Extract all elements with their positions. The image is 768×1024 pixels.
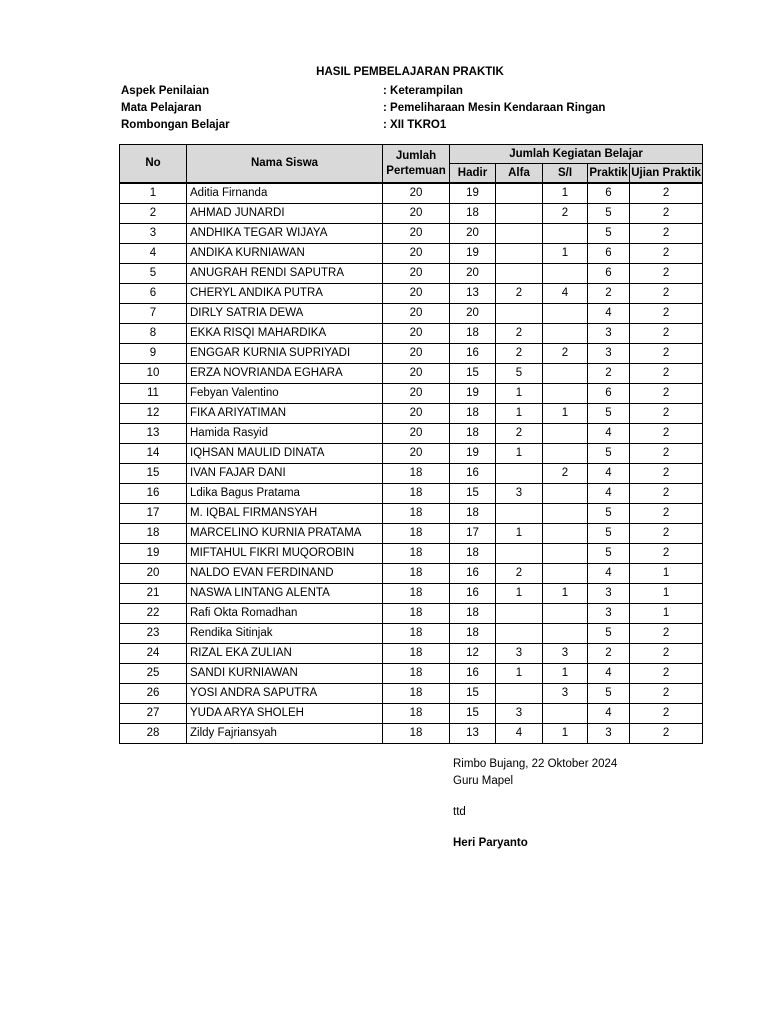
cell-praktik: 4 [588, 564, 630, 584]
meta-row-mapel [121, 100, 721, 117]
cell-praktik: 5 [588, 204, 630, 224]
cell-ujian-praktik: 2 [630, 204, 703, 224]
cell-nama: EKKA RISQI MAHARDIKA [187, 324, 383, 344]
cell-no: 24 [120, 644, 187, 664]
cell-nama: ANDHIKA TEGAR WIJAYA [187, 224, 383, 244]
cell-no: 17 [120, 504, 187, 524]
document-title: HASIL PEMBELAJARAN PRAKTIK [316, 66, 504, 78]
cell-pertemuan: 20 [383, 404, 450, 424]
cell-praktik: 5 [588, 444, 630, 464]
cell-ujian-praktik: 2 [630, 644, 703, 664]
cell-hadir: 17 [450, 524, 496, 544]
cell-hadir: 16 [450, 564, 496, 584]
cell-praktik: 2 [588, 364, 630, 384]
cell-pertemuan: 20 [383, 324, 450, 344]
cell-no: 13 [120, 424, 187, 444]
cell-alfa: 1 [496, 664, 543, 684]
cell-ujian-praktik: 1 [630, 584, 703, 604]
cell-no: 26 [120, 684, 187, 704]
table-row [120, 444, 703, 464]
cell-nama: MARCELINO KURNIA PRATAMA [187, 524, 383, 544]
cell-nama: YUDA ARYA SHOLEH [187, 704, 383, 724]
cell-nama: Zildy Fajriansyah [187, 724, 383, 744]
cell-nama: Rendika Sitinjak [187, 624, 383, 644]
meta-value: : XII TKRO1 [383, 119, 447, 131]
cell-no: 22 [120, 604, 187, 624]
cell-pertemuan: 18 [383, 484, 450, 504]
cell-no: 7 [120, 304, 187, 324]
cell-alfa: 2 [496, 324, 543, 344]
table-row [120, 604, 703, 624]
cell-hadir: 18 [450, 204, 496, 224]
cell-alfa [496, 244, 543, 264]
cell-alfa: 1 [496, 384, 543, 404]
table-row [120, 284, 703, 304]
cell-praktik: 5 [588, 224, 630, 244]
header-jumlah-pertemuan [383, 145, 450, 184]
cell-praktik: 4 [588, 664, 630, 684]
cell-praktik: 2 [588, 644, 630, 664]
cell-si [543, 704, 588, 724]
cell-alfa: 2 [496, 424, 543, 444]
cell-ujian-praktik: 2 [630, 304, 703, 324]
table-row [120, 244, 703, 264]
cell-no: 19 [120, 544, 187, 564]
cell-pertemuan: 20 [383, 183, 450, 204]
cell-nama: AHMAD JUNARDI [187, 204, 383, 224]
cell-no: 23 [120, 624, 187, 644]
cell-praktik: 3 [588, 724, 630, 744]
table-row [120, 224, 703, 244]
cell-no: 9 [120, 344, 187, 364]
cell-praktik: 6 [588, 183, 630, 204]
cell-pertemuan: 20 [383, 384, 450, 404]
cell-si [543, 544, 588, 564]
cell-ujian-praktik: 2 [630, 284, 703, 304]
cell-no: 8 [120, 324, 187, 344]
cell-hadir: 20 [450, 224, 496, 244]
grades-table [119, 144, 703, 744]
cell-si: 2 [543, 204, 588, 224]
cell-praktik: 5 [588, 404, 630, 424]
cell-no: 25 [120, 664, 187, 684]
cell-hadir: 16 [450, 464, 496, 484]
cell-praktik: 3 [588, 324, 630, 344]
cell-pertemuan: 18 [383, 624, 450, 644]
cell-praktik: 5 [588, 504, 630, 524]
cell-nama: Aditia Firnanda [187, 183, 383, 204]
cell-no: 11 [120, 384, 187, 404]
cell-ujian-praktik: 2 [630, 424, 703, 444]
cell-hadir: 18 [450, 324, 496, 344]
cell-alfa [496, 464, 543, 484]
cell-ujian-praktik: 2 [630, 664, 703, 684]
table-row [120, 724, 703, 744]
cell-pertemuan: 18 [383, 504, 450, 524]
cell-no: 14 [120, 444, 187, 464]
cell-hadir: 20 [450, 264, 496, 284]
signature-ttd: ttd [453, 806, 466, 818]
cell-alfa: 1 [496, 584, 543, 604]
cell-alfa [496, 204, 543, 224]
cell-hadir: 15 [450, 704, 496, 724]
cell-alfa: 2 [496, 284, 543, 304]
header-no: No [120, 145, 187, 184]
header-hadir: Hadir [450, 164, 496, 184]
cell-nama: IVAN FAJAR DANI [187, 464, 383, 484]
cell-pertemuan: 20 [383, 244, 450, 264]
cell-hadir: 16 [450, 584, 496, 604]
cell-pertemuan: 20 [383, 424, 450, 444]
cell-pertemuan: 18 [383, 604, 450, 624]
cell-praktik: 6 [588, 384, 630, 404]
cell-nama: RIZAL EKA ZULIAN [187, 644, 383, 664]
cell-pertemuan: 18 [383, 704, 450, 724]
cell-ujian-praktik: 2 [630, 324, 703, 344]
cell-si [543, 604, 588, 624]
cell-no: 6 [120, 284, 187, 304]
cell-pertemuan: 18 [383, 564, 450, 584]
cell-ujian-praktik: 2 [630, 544, 703, 564]
cell-si: 1 [543, 183, 588, 204]
cell-ujian-praktik: 2 [630, 224, 703, 244]
cell-si [543, 384, 588, 404]
cell-ujian-praktik: 2 [630, 484, 703, 504]
cell-ujian-praktik: 2 [630, 384, 703, 404]
table-row [120, 544, 703, 564]
header-nama-siswa: Nama Siswa [187, 145, 383, 184]
cell-si: 1 [543, 664, 588, 684]
cell-hadir: 16 [450, 344, 496, 364]
cell-nama: ENGGAR KURNIA SUPRIYADI [187, 344, 383, 364]
cell-si [543, 624, 588, 644]
cell-praktik: 4 [588, 424, 630, 444]
cell-hadir: 12 [450, 644, 496, 664]
signature-place-date: Rimbo Bujang, 22 Oktober 2024 [453, 758, 618, 770]
cell-si [543, 224, 588, 244]
cell-pertemuan: 18 [383, 544, 450, 564]
cell-hadir: 19 [450, 244, 496, 264]
cell-hadir: 18 [450, 424, 496, 444]
table-row [120, 524, 703, 544]
cell-ujian-praktik: 2 [630, 444, 703, 464]
cell-nama: DIRLY SATRIA DEWA [187, 304, 383, 324]
cell-ujian-praktik: 2 [630, 624, 703, 644]
header-jumlah-line2: Pertemuan [386, 164, 446, 177]
meta-value: : Pemeliharaan Mesin Kendaraan Ringan [383, 102, 606, 114]
cell-no: 10 [120, 364, 187, 384]
table-row [120, 324, 703, 344]
cell-si [543, 484, 588, 504]
table-row [120, 664, 703, 684]
cell-alfa: 4 [496, 724, 543, 744]
cell-no: 3 [120, 224, 187, 244]
cell-praktik: 3 [588, 344, 630, 364]
cell-si: 1 [543, 404, 588, 424]
cell-si [543, 264, 588, 284]
table-row [120, 504, 703, 524]
table-row [120, 644, 703, 664]
table-row [120, 624, 703, 644]
cell-pertemuan: 20 [383, 364, 450, 384]
cell-alfa [496, 504, 543, 524]
cell-alfa [496, 264, 543, 284]
cell-pertemuan: 18 [383, 664, 450, 684]
cell-si: 1 [543, 244, 588, 264]
document-meta [121, 83, 721, 134]
signature-block [453, 756, 617, 852]
cell-nama: Febyan Valentino [187, 384, 383, 404]
cell-nama: M. IQBAL FIRMANSYAH [187, 504, 383, 524]
cell-ujian-praktik: 2 [630, 404, 703, 424]
cell-hadir: 15 [450, 684, 496, 704]
table-row [120, 564, 703, 584]
cell-pertemuan: 18 [383, 584, 450, 604]
cell-pertemuan: 20 [383, 444, 450, 464]
cell-no: 1 [120, 183, 187, 204]
cell-ujian-praktik: 2 [630, 244, 703, 264]
cell-pertemuan: 20 [383, 204, 450, 224]
table-row [120, 704, 703, 724]
cell-no: 28 [120, 724, 187, 744]
cell-hadir: 19 [450, 183, 496, 204]
table-row [120, 424, 703, 444]
cell-alfa: 1 [496, 444, 543, 464]
cell-no: 18 [120, 524, 187, 544]
cell-praktik: 5 [588, 624, 630, 644]
cell-ujian-praktik: 2 [630, 264, 703, 284]
cell-nama: ERZA NOVRIANDA EGHARA [187, 364, 383, 384]
cell-nama: Ldika Bagus Pratama [187, 484, 383, 504]
cell-praktik: 2 [588, 284, 630, 304]
cell-ujian-praktik: 2 [630, 344, 703, 364]
cell-si: 4 [543, 284, 588, 304]
meta-label: Mata Pelajaran [121, 102, 202, 114]
cell-alfa [496, 544, 543, 564]
cell-si [543, 504, 588, 524]
cell-pertemuan: 20 [383, 264, 450, 284]
cell-no: 2 [120, 204, 187, 224]
cell-ujian-praktik: 2 [630, 684, 703, 704]
signature-role: Guru Mapel [453, 775, 514, 787]
cell-alfa: 2 [496, 344, 543, 364]
cell-hadir: 16 [450, 664, 496, 684]
cell-no: 27 [120, 704, 187, 724]
cell-no: 16 [120, 484, 187, 504]
cell-alfa [496, 224, 543, 244]
cell-hadir: 18 [450, 544, 496, 564]
cell-praktik: 4 [588, 484, 630, 504]
cell-ujian-praktik: 2 [630, 364, 703, 384]
cell-nama: ANUGRAH RENDI SAPUTRA [187, 264, 383, 284]
header-jumlah-line1: Jumlah [395, 149, 437, 162]
table-row [120, 584, 703, 604]
cell-no: 5 [120, 264, 187, 284]
table-row [120, 364, 703, 384]
cell-si [543, 324, 588, 344]
header-ujian-praktik: Ujian Praktik [630, 164, 703, 184]
cell-nama: MIFTAHUL FIKRI MUQOROBIN [187, 544, 383, 564]
meta-label: Rombongan Belajar [121, 119, 230, 131]
header-jumlah-kegiatan: Jumlah Kegiatan Belajar [450, 145, 703, 164]
cell-si: 1 [543, 584, 588, 604]
cell-praktik: 4 [588, 464, 630, 484]
cell-si [543, 364, 588, 384]
table-row [120, 464, 703, 484]
cell-alfa [496, 604, 543, 624]
cell-si [543, 564, 588, 584]
cell-hadir: 19 [450, 444, 496, 464]
cell-alfa: 5 [496, 364, 543, 384]
cell-nama: NALDO EVAN FERDINAND [187, 564, 383, 584]
cell-hadir: 20 [450, 304, 496, 324]
cell-pertemuan: 18 [383, 684, 450, 704]
cell-ujian-praktik: 2 [630, 524, 703, 544]
table-row [120, 484, 703, 504]
cell-praktik: 6 [588, 264, 630, 284]
cell-no: 4 [120, 244, 187, 264]
cell-no: 15 [120, 464, 187, 484]
cell-si: 3 [543, 644, 588, 664]
cell-hadir: 18 [450, 404, 496, 424]
cell-alfa: 3 [496, 644, 543, 664]
table-row [120, 204, 703, 224]
cell-pertemuan: 20 [383, 224, 450, 244]
cell-praktik: 4 [588, 704, 630, 724]
cell-alfa: 3 [496, 704, 543, 724]
cell-hadir: 13 [450, 724, 496, 744]
grades-body [120, 183, 703, 744]
cell-hadir: 19 [450, 384, 496, 404]
cell-praktik: 5 [588, 684, 630, 704]
cell-ujian-praktik: 1 [630, 564, 703, 584]
cell-nama: ANDIKA KURNIAWAN [187, 244, 383, 264]
table-row [120, 684, 703, 704]
cell-nama: FIKA ARIYATIMAN [187, 404, 383, 424]
header-praktik: Praktik [588, 164, 630, 184]
cell-pertemuan: 18 [383, 524, 450, 544]
cell-si: 2 [543, 464, 588, 484]
cell-pertemuan: 18 [383, 464, 450, 484]
cell-hadir: 18 [450, 604, 496, 624]
cell-nama: YOSI ANDRA SAPUTRA [187, 684, 383, 704]
cell-alfa: 2 [496, 564, 543, 584]
cell-hadir: 13 [450, 284, 496, 304]
cell-hadir: 15 [450, 484, 496, 504]
cell-nama: CHERYL ANDIKA PUTRA [187, 284, 383, 304]
cell-nama: IQHSAN MAULID DINATA [187, 444, 383, 464]
header-alfa: Alfa [496, 164, 543, 184]
table-row [120, 304, 703, 324]
cell-hadir: 18 [450, 624, 496, 644]
cell-ujian-praktik: 2 [630, 704, 703, 724]
meta-value: : Keterampilan [383, 85, 463, 97]
cell-ujian-praktik: 2 [630, 724, 703, 744]
cell-praktik: 5 [588, 544, 630, 564]
cell-nama: Rafi Okta Romadhan [187, 604, 383, 624]
cell-hadir: 15 [450, 364, 496, 384]
cell-alfa: 3 [496, 484, 543, 504]
cell-pertemuan: 20 [383, 304, 450, 324]
cell-praktik: 5 [588, 524, 630, 544]
cell-praktik: 4 [588, 304, 630, 324]
header-si: S/I [543, 164, 588, 184]
cell-pertemuan: 20 [383, 284, 450, 304]
cell-no: 21 [120, 584, 187, 604]
cell-nama: SANDI KURNIAWAN [187, 664, 383, 684]
cell-no: 20 [120, 564, 187, 584]
cell-ujian-praktik: 2 [630, 504, 703, 524]
cell-praktik: 3 [588, 584, 630, 604]
cell-alfa [496, 183, 543, 204]
cell-ujian-praktik: 2 [630, 464, 703, 484]
cell-si [543, 304, 588, 324]
table-row [120, 384, 703, 404]
cell-alfa: 1 [496, 524, 543, 544]
table-row [120, 183, 703, 204]
cell-nama: Hamida Rasyid [187, 424, 383, 444]
table-row [120, 264, 703, 284]
table-row [120, 344, 703, 364]
cell-praktik: 6 [588, 244, 630, 264]
cell-pertemuan: 20 [383, 344, 450, 364]
cell-alfa: 1 [496, 404, 543, 424]
cell-pertemuan: 18 [383, 724, 450, 744]
cell-alfa [496, 684, 543, 704]
meta-row-aspek [121, 83, 721, 100]
cell-alfa [496, 304, 543, 324]
cell-pertemuan: 18 [383, 644, 450, 664]
cell-ujian-praktik: 1 [630, 604, 703, 624]
meta-label: Aspek Penilaian [121, 85, 210, 97]
cell-si [543, 424, 588, 444]
cell-alfa [496, 624, 543, 644]
cell-hadir: 18 [450, 504, 496, 524]
table-row [120, 404, 703, 424]
cell-no: 12 [120, 404, 187, 424]
cell-si [543, 444, 588, 464]
cell-si: 1 [543, 724, 588, 744]
cell-ujian-praktik: 2 [630, 183, 703, 204]
signature-name: Heri Paryanto [453, 837, 528, 849]
cell-nama: NASWA LINTANG ALENTA [187, 584, 383, 604]
cell-praktik: 3 [588, 604, 630, 624]
cell-si: 3 [543, 684, 588, 704]
cell-si: 2 [543, 344, 588, 364]
cell-si [543, 524, 588, 544]
meta-row-rombel [121, 117, 721, 134]
